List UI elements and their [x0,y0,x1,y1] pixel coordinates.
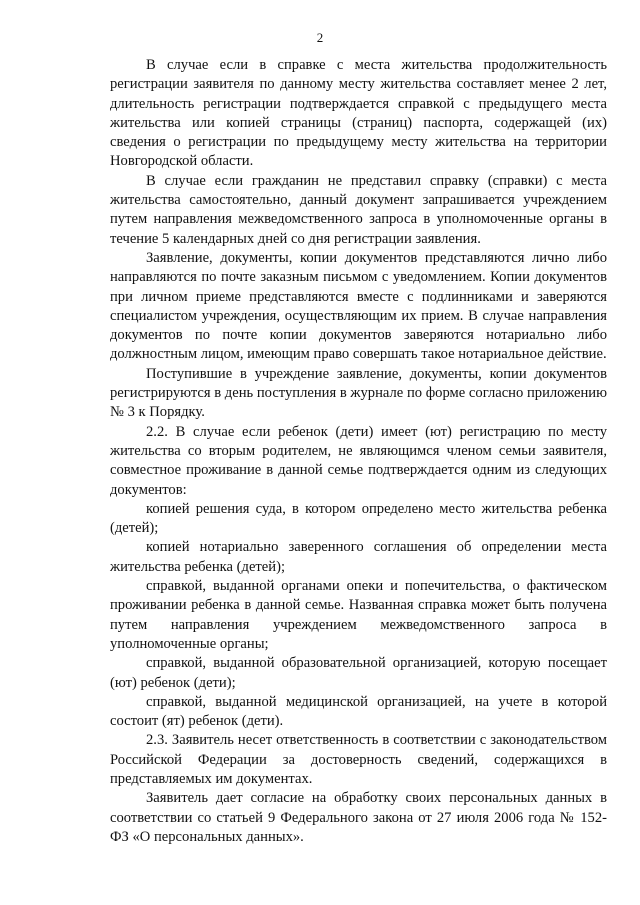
document-body [110,56,607,847]
page-number: 2 [316,30,324,45]
list-item-educational-certificate: справкой, выданной образовательной организацией, которую посещает (ют) ребенок (дети); [110,655,607,691]
paragraph-interdepartmental-request: В случае если гражданин не представил справку (справки) с места жительства самостоятельно, данный документ запрашивается учреждением путем направления межведомственного запроса в уполномоченные органы в течение 5 календарных дней со дня регистрации заявления. [110,172,607,247]
paragraph-registration-duration: В случае если в справке с места жительства продолжительность регистрации заявителя по данному месту жительства составляет менее 2 лет, длительность регистрации подтверждается справкой с предыдущего места жительства или копией страницы (страниц) паспорта, содержащей (их) сведения о регистрации по предыдущему месту жительства на территории Новгородской области. [110,57,607,170]
list-item-medical-certificate: справкой, выданной медицинской организацией, на учете в которой состоит (ят) ребенок (дети). [110,693,607,730]
paragraph-registration-of-documents: Поступившие в учреждение заявление, документы, копии документов регистрируются в день поступления в журнале по форме согласно приложению № 3 к Порядку. [110,365,607,421]
paragraph-section-2-2: 2.2. В случае если ребенок (дети) имеет (ют) регистрацию по месту жительства со вторым родителем, не являющимся членом семьи заявителя, совместное проживание в данной семье подтверждается одним из следующих документов: [110,423,607,498]
list-item-notarial-agreement: копией нотариально заверенного соглашения об определении места жительства ребенка (детей); [110,539,607,575]
paragraph-submission-method: Заявление, документы, копии документов представляются лично либо направляются по почте заказным письмом с уведомлением. Копии документов при личном приеме представляются вместе с подлинниками и заверяются специалистом учреждения, осуществляющим их прием. В случае направления документов по почте копии документов заверяются нотариально либо должностным лицом, имеющим право совершать такое нотариальное действие. [110,249,607,363]
list-item-court-decision: копией решения суда, в котором определено место жительства ребенка (детей); [110,500,607,537]
paragraph-section-2-3: 2.3. Заявитель несет ответственность в соответствии с законодательством Российской Федерации за достоверность сведений, содержащихся в представляемых им документах. [110,732,607,787]
paragraph-personal-data-consent: Заявитель дает согласие на обработку своих персональных данных в соответствии со статьей 9 Федерального закона от 27 июля 2006 года № 152-ФЗ «О персональных данных». [110,790,607,845]
list-item-guardianship-certificate: справкой, выданной органами опеки и попечительства, о фактическом проживании ребенка в данной семье. Названная справка может быть получена путем направления учреждением межведомственного запроса в уполномоченные органы; [110,578,607,652]
